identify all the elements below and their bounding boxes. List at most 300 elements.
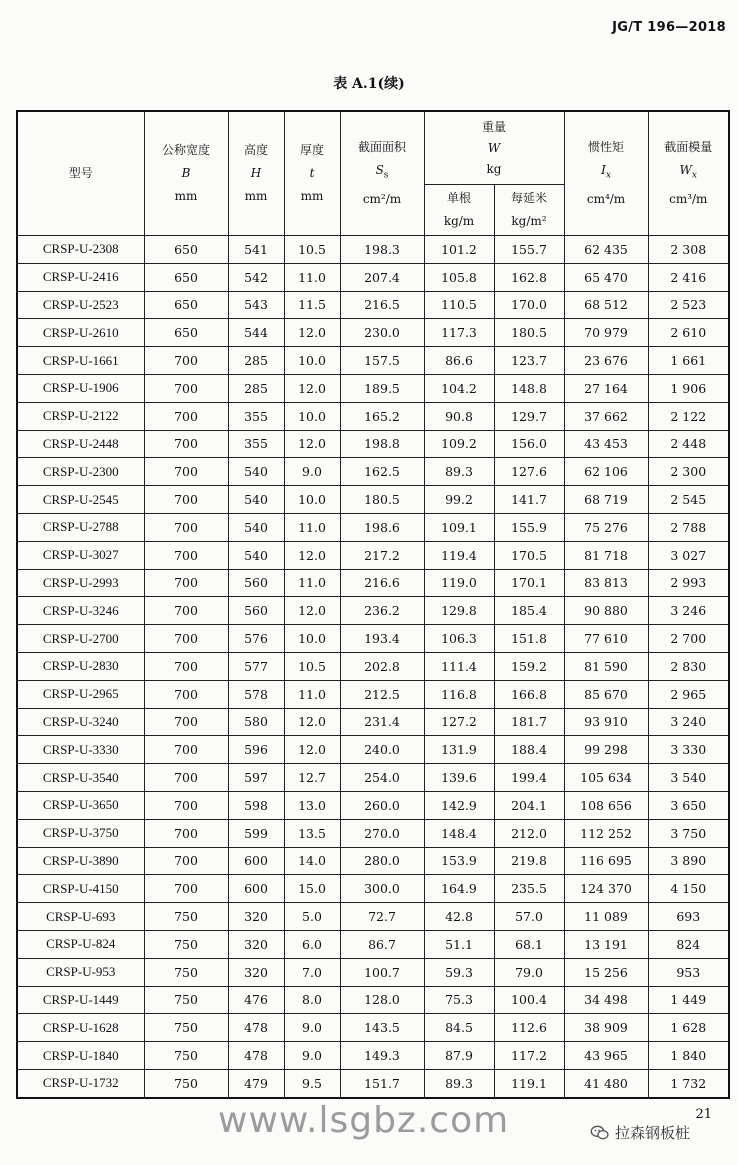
cell-model: CRSP-U-2830 (17, 652, 144, 680)
header-weight-symbol: W (487, 140, 501, 155)
table-row (17, 903, 729, 931)
cell-area: 151.7 (340, 1069, 424, 1097)
cell-model: CRSP-U-3750 (17, 819, 144, 847)
cell-weight-per-meter: 180.5 (494, 319, 564, 347)
header-area-unit: cm²/m (362, 191, 402, 206)
cell-width: 750 (144, 930, 228, 958)
table-row (17, 402, 729, 430)
cell-inertia: 62 435 (564, 236, 648, 264)
cell-inertia: 108 656 (564, 791, 648, 819)
cell-modulus: 2 788 (648, 513, 729, 541)
cell-inertia: 68 719 (564, 486, 648, 514)
cell-thickness: 9.5 (284, 1069, 340, 1097)
cell-thickness: 10.0 (284, 486, 340, 514)
cell-area: 72.7 (340, 903, 424, 931)
cell-thickness: 9.0 (284, 1042, 340, 1070)
table-row (17, 680, 729, 708)
cell-area: 300.0 (340, 875, 424, 903)
cell-area: 216.6 (340, 569, 424, 597)
cell-width: 700 (144, 597, 228, 625)
cell-thickness: 12.0 (284, 374, 340, 402)
cell-width: 750 (144, 1069, 228, 1097)
cell-width: 700 (144, 541, 228, 569)
cell-weight-per-meter: 159.2 (494, 652, 564, 680)
cell-thickness: 12.7 (284, 764, 340, 792)
cell-weight-per-pile: 106.3 (424, 625, 494, 653)
header-per-meter-name: 每延米 (511, 191, 548, 205)
cell-inertia: 81 718 (564, 541, 648, 569)
cell-inertia: 38 909 (564, 1014, 648, 1042)
cell-height: 478 (228, 1014, 284, 1042)
header-height-name: 高度 (243, 143, 268, 157)
cell-thickness: 11.0 (284, 569, 340, 597)
cell-height: 600 (228, 847, 284, 875)
cell-weight-per-pile: 109.2 (424, 430, 494, 458)
cell-model: CRSP-U-824 (17, 930, 144, 958)
cell-area: 198.8 (340, 430, 424, 458)
cell-model: CRSP-U-3540 (17, 764, 144, 792)
cell-modulus: 1 732 (648, 1069, 729, 1097)
table-row (17, 458, 729, 486)
cell-height: 542 (228, 263, 284, 291)
cell-weight-per-meter: 155.9 (494, 513, 564, 541)
cell-width: 750 (144, 903, 228, 931)
cell-height: 355 (228, 402, 284, 430)
cell-model: CRSP-U-693 (17, 903, 144, 931)
cell-model: CRSP-U-2416 (17, 263, 144, 291)
cell-weight-per-pile: 86.6 (424, 347, 494, 375)
table-row (17, 1042, 729, 1070)
cell-weight-per-pile: 127.2 (424, 708, 494, 736)
cell-width: 750 (144, 1042, 228, 1070)
cell-weight-per-meter: 170.1 (494, 569, 564, 597)
cell-modulus: 2 122 (648, 402, 729, 430)
cell-model: CRSP-U-3246 (17, 597, 144, 625)
cell-thickness: 13.0 (284, 791, 340, 819)
cell-thickness: 10.0 (284, 625, 340, 653)
cell-weight-per-meter: 199.4 (494, 764, 564, 792)
cell-width: 700 (144, 736, 228, 764)
cell-weight-per-pile: 84.5 (424, 1014, 494, 1042)
cell-weight-per-pile: 116.8 (424, 680, 494, 708)
header-weight (424, 111, 564, 185)
cell-width: 700 (144, 875, 228, 903)
cell-model: CRSP-U-1906 (17, 374, 144, 402)
cell-modulus: 2 700 (648, 625, 729, 653)
cell-modulus: 2 830 (648, 652, 729, 680)
cell-weight-per-meter: 112.6 (494, 1014, 564, 1042)
cell-width: 650 (144, 291, 228, 319)
cell-width: 700 (144, 486, 228, 514)
table-row (17, 541, 729, 569)
header-per-pile-unit: kg/m (443, 214, 475, 228)
cell-inertia: 13 191 (564, 930, 648, 958)
cell-model: CRSP-U-4150 (17, 875, 144, 903)
cell-height: 600 (228, 875, 284, 903)
cell-height: 540 (228, 513, 284, 541)
cell-thickness: 13.5 (284, 819, 340, 847)
cell-height: 540 (228, 486, 284, 514)
table-row (17, 597, 729, 625)
cell-modulus: 693 (648, 903, 729, 931)
table-row (17, 569, 729, 597)
cell-weight-per-meter: 204.1 (494, 791, 564, 819)
cell-area: 180.5 (340, 486, 424, 514)
cell-weight-per-pile: 104.2 (424, 374, 494, 402)
header-inertia-symbol: I (601, 163, 606, 178)
cell-modulus: 1 628 (648, 1014, 729, 1042)
table-row (17, 347, 729, 375)
cell-area: 212.5 (340, 680, 424, 708)
cell-height: 599 (228, 819, 284, 847)
cell-width: 700 (144, 374, 228, 402)
header-area-symbol: S (375, 163, 384, 178)
cell-height: 355 (228, 430, 284, 458)
cell-modulus: 3 240 (648, 708, 729, 736)
cell-inertia: 90 880 (564, 597, 648, 625)
cell-weight-per-pile: 119.0 (424, 569, 494, 597)
cell-area: 86.7 (340, 930, 424, 958)
table-row (17, 263, 729, 291)
cell-inertia: 93 910 (564, 708, 648, 736)
cell-thickness: 12.0 (284, 708, 340, 736)
cell-modulus: 824 (648, 930, 729, 958)
header-height-unit: mm (244, 189, 268, 203)
cell-weight-per-meter: 123.7 (494, 347, 564, 375)
cell-weight-per-pile: 51.1 (424, 930, 494, 958)
cell-model: CRSP-U-2300 (17, 458, 144, 486)
cell-inertia: 11 089 (564, 903, 648, 931)
cell-area: 149.3 (340, 1042, 424, 1070)
table-row (17, 374, 729, 402)
page-number: 21 (695, 1107, 712, 1122)
wechat-account-name: 拉森钢板桩 (615, 1124, 691, 1142)
cell-height: 578 (228, 680, 284, 708)
cell-weight-per-meter: 117.2 (494, 1042, 564, 1070)
cell-width: 700 (144, 458, 228, 486)
cell-height: 576 (228, 625, 284, 653)
cell-area: 270.0 (340, 819, 424, 847)
header-width-symbol: B (181, 166, 191, 180)
table-row (17, 958, 729, 986)
cell-height: 560 (228, 569, 284, 597)
cell-modulus: 3 750 (648, 819, 729, 847)
cell-weight-per-meter: 148.8 (494, 374, 564, 402)
cell-height: 597 (228, 764, 284, 792)
cell-thickness: 11.5 (284, 291, 340, 319)
cell-area: 100.7 (340, 958, 424, 986)
cell-height: 540 (228, 458, 284, 486)
cell-width: 700 (144, 708, 228, 736)
cell-thickness: 12.0 (284, 541, 340, 569)
cell-area: 165.2 (340, 402, 424, 430)
cell-width: 700 (144, 791, 228, 819)
header-inertia (564, 111, 648, 236)
cell-width: 700 (144, 402, 228, 430)
cell-width: 650 (144, 319, 228, 347)
cell-area: 260.0 (340, 791, 424, 819)
wechat-badge (590, 1122, 690, 1143)
table-row (17, 736, 729, 764)
cell-thickness: 10.0 (284, 402, 340, 430)
cell-model: CRSP-U-3890 (17, 847, 144, 875)
cell-area: 207.4 (340, 263, 424, 291)
cell-model: CRSP-U-2788 (17, 513, 144, 541)
cell-weight-per-pile: 90.8 (424, 402, 494, 430)
cell-model: CRSP-U-3650 (17, 791, 144, 819)
cell-inertia: 43 453 (564, 430, 648, 458)
cell-inertia: 62 106 (564, 458, 648, 486)
cell-modulus: 3 650 (648, 791, 729, 819)
cell-inertia: 77 610 (564, 625, 648, 653)
cell-weight-per-pile: 117.3 (424, 319, 494, 347)
cell-area: 254.0 (340, 764, 424, 792)
cell-thickness: 5.0 (284, 903, 340, 931)
cell-width: 650 (144, 263, 228, 291)
cell-weight-per-pile: 119.4 (424, 541, 494, 569)
cell-height: 320 (228, 930, 284, 958)
header-height (228, 111, 284, 236)
cell-area: 217.2 (340, 541, 424, 569)
header-width (144, 111, 228, 236)
cell-area: 143.5 (340, 1014, 424, 1042)
cell-weight-per-meter: 129.7 (494, 402, 564, 430)
cell-area: 230.0 (340, 319, 424, 347)
cell-inertia: 37 662 (564, 402, 648, 430)
header-inertia-unit: cm⁴/m (586, 191, 626, 206)
cell-weight-per-meter: 127.6 (494, 458, 564, 486)
cell-weight-per-meter: 212.0 (494, 819, 564, 847)
cell-weight-per-pile: 89.3 (424, 458, 494, 486)
cell-weight-per-meter: 185.4 (494, 597, 564, 625)
cell-modulus: 3 246 (648, 597, 729, 625)
header-thickness (284, 111, 340, 236)
cell-modulus: 2 523 (648, 291, 729, 319)
cell-modulus: 3 540 (648, 764, 729, 792)
cell-weight-per-meter: 100.4 (494, 986, 564, 1014)
cell-width: 700 (144, 680, 228, 708)
table-row (17, 319, 729, 347)
cell-weight-per-pile: 111.4 (424, 652, 494, 680)
cell-model: CRSP-U-2308 (17, 236, 144, 264)
cell-area: 240.0 (340, 736, 424, 764)
cell-area: 128.0 (340, 986, 424, 1014)
cell-modulus: 2 545 (648, 486, 729, 514)
cell-width: 700 (144, 569, 228, 597)
cell-modulus: 4 150 (648, 875, 729, 903)
cell-model: CRSP-U-2610 (17, 319, 144, 347)
header-weight-unit: kg (486, 161, 502, 176)
cell-height: 598 (228, 791, 284, 819)
cell-height: 478 (228, 1042, 284, 1070)
cell-weight-per-pile: 164.9 (424, 875, 494, 903)
cell-thickness: 10.5 (284, 652, 340, 680)
cell-inertia: 83 813 (564, 569, 648, 597)
cell-height: 540 (228, 541, 284, 569)
cell-height: 285 (228, 347, 284, 375)
header-height-symbol: H (250, 166, 262, 180)
cell-height: 577 (228, 652, 284, 680)
cell-modulus: 3 890 (648, 847, 729, 875)
cell-weight-per-pile: 131.9 (424, 736, 494, 764)
header-inertia-subscript: x (605, 170, 611, 181)
cell-inertia: 105 634 (564, 764, 648, 792)
cell-weight-per-meter: 166.8 (494, 680, 564, 708)
cell-area: 157.5 (340, 347, 424, 375)
header-inertia-symbol-wrap (565, 159, 648, 187)
cell-weight-per-pile: 109.1 (424, 513, 494, 541)
cell-weight-per-pile: 75.3 (424, 986, 494, 1014)
cell-weight-per-meter: 119.1 (494, 1069, 564, 1097)
cell-weight-per-pile: 99.2 (424, 486, 494, 514)
cell-inertia: 41 480 (564, 1069, 648, 1097)
cell-weight-per-meter: 181.7 (494, 708, 564, 736)
header-modulus-symbol-wrap (649, 159, 729, 187)
header-thickness-name: 厚度 (299, 143, 324, 157)
header-width-unit: mm (174, 189, 198, 203)
cell-thickness: 9.0 (284, 1014, 340, 1042)
cell-modulus: 2 448 (648, 430, 729, 458)
cell-modulus: 1 840 (648, 1042, 729, 1070)
header-thickness-symbol: t (309, 166, 315, 180)
header-area (340, 111, 424, 236)
cell-width: 750 (144, 1014, 228, 1042)
cell-width: 700 (144, 347, 228, 375)
cell-thickness: 9.0 (284, 458, 340, 486)
cell-thickness: 12.0 (284, 430, 340, 458)
header-weight-name: 重量 (482, 119, 507, 134)
cell-weight-per-pile: 89.3 (424, 1069, 494, 1097)
cell-height: 479 (228, 1069, 284, 1097)
cell-weight-per-meter: 170.0 (494, 291, 564, 319)
cell-model: CRSP-U-2448 (17, 430, 144, 458)
cell-area: 198.3 (340, 236, 424, 264)
cell-inertia: 34 498 (564, 986, 648, 1014)
standard-code: JG/T 196—2018 (612, 20, 726, 35)
header-modulus (648, 111, 729, 236)
cell-weight-per-pile: 153.9 (424, 847, 494, 875)
cell-inertia: 112 252 (564, 819, 648, 847)
cell-weight-per-pile: 110.5 (424, 291, 494, 319)
cell-thickness: 8.0 (284, 986, 340, 1014)
cell-inertia: 23 676 (564, 347, 648, 375)
table-row (17, 930, 729, 958)
cell-weight-per-pile: 87.9 (424, 1042, 494, 1070)
cell-model: CRSP-U-1732 (17, 1069, 144, 1097)
cell-height: 543 (228, 291, 284, 319)
cell-width: 700 (144, 430, 228, 458)
table-row (17, 791, 729, 819)
cell-model: CRSP-U-3027 (17, 541, 144, 569)
header-modulus-symbol: W (679, 163, 692, 178)
cell-height: 596 (228, 736, 284, 764)
cell-model: CRSP-U-2122 (17, 402, 144, 430)
cell-height: 544 (228, 319, 284, 347)
cell-height: 580 (228, 708, 284, 736)
cell-area: 189.5 (340, 374, 424, 402)
cell-modulus: 1 906 (648, 374, 729, 402)
cell-height: 560 (228, 597, 284, 625)
table-body (17, 236, 729, 1098)
header-inertia-name: 惯性矩 (588, 140, 625, 155)
cell-modulus: 2 300 (648, 458, 729, 486)
cell-weight-per-meter: 219.8 (494, 847, 564, 875)
cell-model: CRSP-U-2965 (17, 680, 144, 708)
table-row (17, 875, 729, 903)
cell-width: 700 (144, 819, 228, 847)
header-area-symbol-wrap (341, 159, 424, 187)
cell-height: 285 (228, 374, 284, 402)
cell-width: 700 (144, 513, 228, 541)
cell-weight-per-pile: 139.6 (424, 764, 494, 792)
cell-thickness: 11.0 (284, 263, 340, 291)
cell-weight-per-meter: 156.0 (494, 430, 564, 458)
cell-thickness: 10.0 (284, 347, 340, 375)
cell-modulus: 1 449 (648, 986, 729, 1014)
header-thickness-unit: mm (300, 189, 324, 203)
cell-area: 231.4 (340, 708, 424, 736)
cell-thickness: 12.0 (284, 319, 340, 347)
cell-model: CRSP-U-2993 (17, 569, 144, 597)
cell-height: 541 (228, 236, 284, 264)
cell-area: 280.0 (340, 847, 424, 875)
cell-weight-per-meter: 155.7 (494, 236, 564, 264)
table-header (17, 111, 729, 236)
cell-weight-per-pile: 42.8 (424, 903, 494, 931)
cell-modulus: 2 993 (648, 569, 729, 597)
cell-weight-per-pile: 142.9 (424, 791, 494, 819)
cell-area: 216.5 (340, 291, 424, 319)
header-model: 型号 (17, 111, 144, 236)
cell-model: CRSP-U-1628 (17, 1014, 144, 1042)
cell-modulus: 2 965 (648, 680, 729, 708)
table-row (17, 652, 729, 680)
header-weight-per-pile (424, 185, 494, 236)
table-row (17, 1069, 729, 1097)
table-row (17, 819, 729, 847)
cell-thickness: 10.5 (284, 236, 340, 264)
cell-weight-per-meter: 170.5 (494, 541, 564, 569)
cell-inertia: 27 164 (564, 374, 648, 402)
cell-height: 320 (228, 903, 284, 931)
cell-inertia: 85 670 (564, 680, 648, 708)
cell-model: CRSP-U-2700 (17, 625, 144, 653)
cell-height: 476 (228, 986, 284, 1014)
cell-inertia: 116 695 (564, 847, 648, 875)
table-row (17, 291, 729, 319)
cell-thickness: 12.0 (284, 736, 340, 764)
cell-area: 198.6 (340, 513, 424, 541)
cell-thickness: 12.0 (284, 597, 340, 625)
table-title: 表 A.1(续) (333, 76, 405, 92)
cell-modulus: 3 027 (648, 541, 729, 569)
cell-model: CRSP-U-3240 (17, 708, 144, 736)
cell-width: 700 (144, 764, 228, 792)
wechat-icon (590, 1123, 610, 1143)
cell-model: CRSP-U-1661 (17, 347, 144, 375)
table-row (17, 1014, 729, 1042)
table-row (17, 430, 729, 458)
cell-weight-per-meter: 162.8 (494, 263, 564, 291)
cell-width: 700 (144, 652, 228, 680)
cell-weight-per-meter: 141.7 (494, 486, 564, 514)
cell-modulus: 2 308 (648, 236, 729, 264)
header-weight-per-meter (494, 185, 564, 236)
table-row (17, 513, 729, 541)
cell-width: 700 (144, 847, 228, 875)
cell-area: 236.2 (340, 597, 424, 625)
cell-weight-per-meter: 188.4 (494, 736, 564, 764)
